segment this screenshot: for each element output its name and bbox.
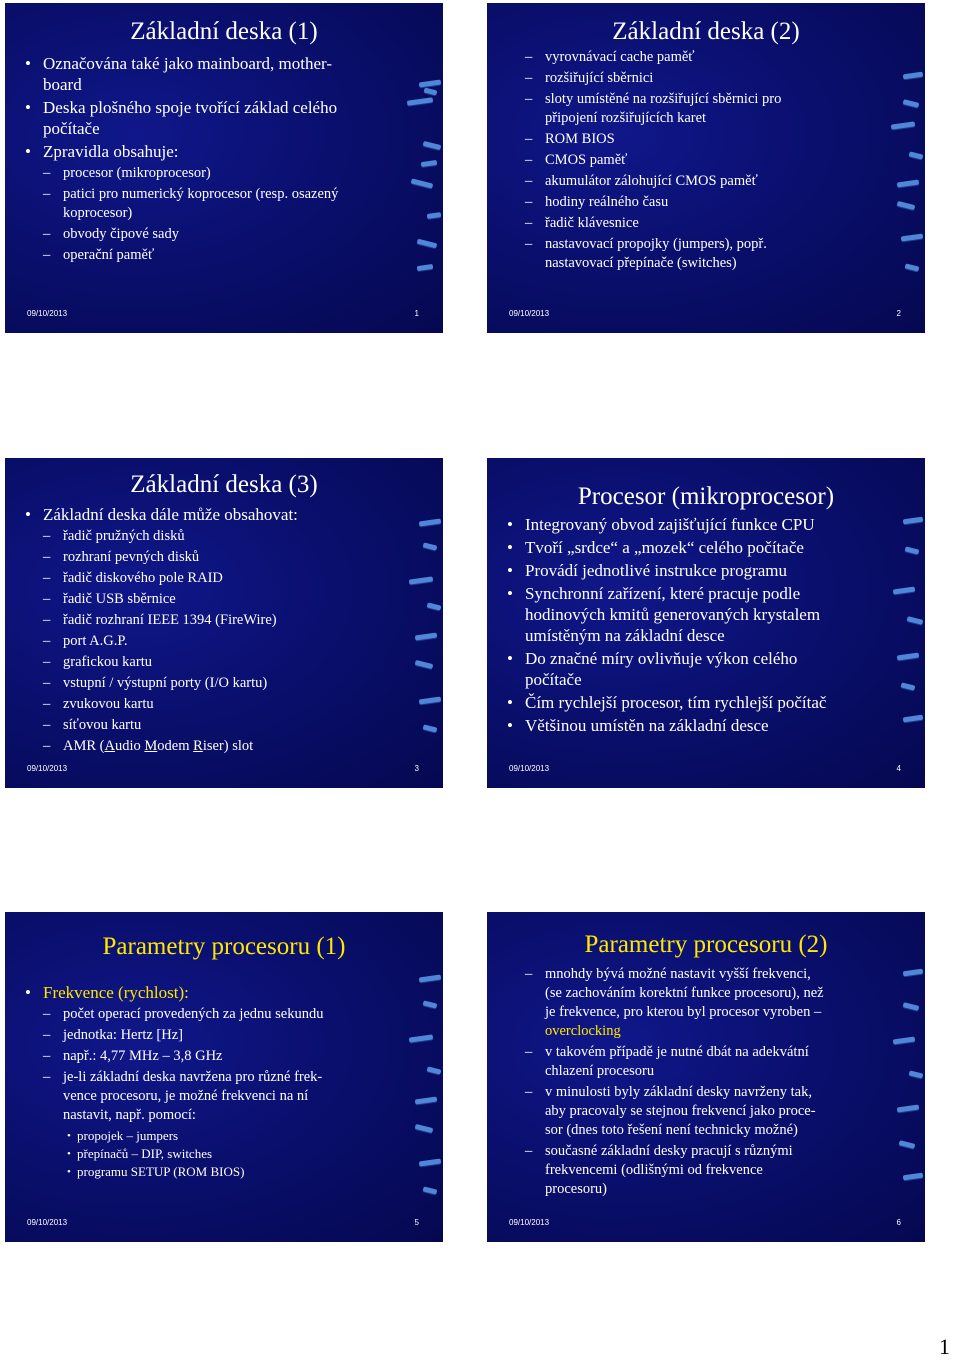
list-item [25, 527, 421, 546]
decoration-dash [909, 151, 924, 159]
page-number: 1 [939, 1334, 950, 1359]
slide-title: Základní deska (2) [612, 18, 800, 45]
list-item-text: Čím rychlejší procesor, tím rychlejší počítač [525, 693, 827, 712]
dash-icon: – [525, 1044, 533, 1060]
decoration-dash [419, 696, 441, 704]
list-item-text-amr: AMR (Audio Modem Riser) slot [63, 738, 254, 754]
list-item [25, 1087, 421, 1106]
list-item-text: Deska plošného spoje tvořící základ celého [43, 98, 338, 117]
list-item [507, 151, 903, 170]
list-item [507, 235, 903, 254]
list-item [25, 653, 421, 672]
dash-icon: – [525, 70, 533, 86]
list-item [507, 214, 903, 233]
decoration-dash [423, 724, 438, 732]
slide-body [507, 48, 903, 275]
list-item [25, 1068, 421, 1087]
decoration-dash [423, 1186, 438, 1194]
bullet-icon: • [507, 693, 513, 712]
list-item [507, 1142, 903, 1161]
list-item-text: připojení rozšiřujících karet [545, 110, 707, 126]
slide-date: 09/10/2013 [509, 764, 550, 773]
decoration-dash [903, 72, 924, 80]
list-item-text: Základní deska dále může obsahovat: [43, 505, 298, 524]
list-item-text: hodiny reálného času [545, 194, 669, 210]
dash-icon: – [43, 165, 51, 181]
slide-1 [5, 3, 443, 333]
slide-date: 09/10/2013 [27, 1218, 68, 1227]
dash-icon: – [43, 654, 51, 670]
dash-icon: – [525, 1084, 533, 1100]
slide-body [25, 53, 421, 267]
dash-icon: – [43, 247, 51, 263]
bullet-icon: • [507, 515, 513, 534]
dash-icon: – [43, 717, 51, 733]
list-item [25, 1026, 421, 1045]
bullet-icon: • [507, 716, 513, 735]
dash-icon: – [43, 1069, 51, 1085]
list-item-text: zvukovou kartu [63, 696, 154, 712]
slide-number: 6 [896, 1218, 901, 1227]
dash-icon: – [525, 91, 533, 107]
dash-icon: – [525, 49, 533, 65]
list-item [25, 185, 421, 204]
slide-body [25, 504, 421, 758]
list-item-text: jednotka: Hertz [Hz] [63, 1027, 183, 1043]
list-item-text: současné základní desky pracují s různými [545, 1143, 793, 1159]
decoration-dash [909, 1070, 924, 1078]
list-item [507, 965, 903, 984]
decoration-dash [903, 1173, 924, 1181]
dash-icon: – [43, 1048, 51, 1064]
slide-2 [487, 3, 925, 333]
list-item [507, 537, 903, 558]
list-item-text: procesoru) [545, 1181, 608, 1197]
list-item-text: vyrovnávací cache paměť [545, 49, 695, 65]
list-item [507, 583, 903, 604]
dash-icon: – [43, 675, 51, 691]
list-item-text: Frekvence (rychlost): [43, 983, 189, 1002]
list-item [25, 716, 421, 735]
bullet-icon: • [507, 584, 513, 603]
dash-icon: – [525, 173, 533, 189]
decoration-dash [427, 602, 442, 610]
slide-number: 4 [896, 764, 901, 773]
list-item-text: patici pro numerický koprocesor (resp. osazený [63, 186, 339, 202]
bullet-icon: • [25, 142, 31, 161]
dash-icon: – [525, 131, 533, 147]
list-item [507, 90, 903, 109]
decoration-dash [901, 233, 923, 241]
list-item-text: board [43, 75, 82, 94]
dash-icon: – [43, 591, 51, 607]
dash-icon: – [525, 1143, 533, 1159]
list-item [507, 560, 903, 581]
list-item [507, 1102, 903, 1121]
slide-body [507, 514, 903, 738]
list-item [25, 97, 421, 118]
list-item-text: Zpravidla obsahuje: [43, 142, 179, 161]
list-item-text: počítače [43, 119, 100, 138]
decoration-dash [905, 546, 920, 554]
list-item-text: ROM BIOS [545, 131, 615, 147]
list-item-text: rozhraní pevných disků [63, 549, 200, 565]
list-item [25, 737, 421, 756]
list-item-text: (se zachováním korektní funkce procesoru), než [545, 985, 824, 1001]
list-item-text: sor (dnes toto řešení není technicky možné) [545, 1122, 798, 1138]
decoration-dash [423, 542, 438, 550]
bullet-icon: • [67, 1166, 71, 1178]
list-item [25, 74, 421, 95]
list-item [507, 172, 903, 191]
list-item-text: obvody čipové sady [63, 226, 179, 242]
bullet-icon: • [25, 98, 31, 117]
list-item-text: počítače [525, 670, 582, 689]
slide-3 [5, 458, 443, 788]
list-item-text: akumulátor zálohující CMOS paměť [545, 173, 758, 189]
list-item-text: nastavovací propojky (jumpers), popř. [545, 236, 767, 252]
bullet-icon: • [25, 505, 31, 524]
list-item [507, 1022, 903, 1041]
slide-date: 09/10/2013 [509, 1218, 550, 1227]
decoration-dash [903, 517, 924, 525]
list-item [507, 48, 903, 67]
dash-icon: – [525, 152, 533, 168]
list-item-text: přepínačů – DIP, switches [77, 1146, 213, 1161]
list-item-text: mnohdy bývá možné nastavit vyšší frekvenci, [545, 966, 811, 982]
list-item-text: Tvoří „srdce“ a „mozek“ celého počítače [525, 538, 804, 557]
decoration-dash [903, 715, 924, 723]
dash-icon: – [43, 226, 51, 242]
list-item [507, 109, 903, 128]
list-item-text: Do značné míry ovlivňuje výkon celého [525, 649, 798, 668]
list-item-text: je-li základní deska navržena pro různé frek- [63, 1069, 323, 1085]
list-item [25, 1106, 421, 1125]
slide-date: 09/10/2013 [509, 309, 550, 318]
bullet-icon: • [507, 538, 513, 557]
list-item [25, 611, 421, 630]
slide-title: Základní deska (1) [130, 18, 318, 45]
slide-number: 5 [414, 1218, 419, 1227]
list-item [25, 982, 421, 1003]
list-item-text: počet operací provedených za jednu sekundu [63, 1006, 324, 1022]
list-item [507, 604, 903, 625]
list-item [25, 632, 421, 651]
list-item-text: hodinových kmitů generovaných krystalem [525, 605, 821, 624]
list-item-text: řadič pružných disků [63, 528, 185, 544]
list-item [25, 674, 421, 693]
list-item-text: Integrovaný obvod zajišťující funkce CPU [525, 515, 815, 534]
list-item [25, 204, 421, 223]
list-item [25, 1127, 421, 1145]
list-item [507, 130, 903, 149]
list-item-text: operační paměť [63, 247, 155, 263]
slide-6 [487, 912, 925, 1242]
slide-title: Procesor (mikroprocesor) [577, 483, 835, 510]
list-item [25, 1005, 421, 1024]
dash-icon: – [43, 738, 51, 754]
list-item [25, 1145, 421, 1163]
list-item [507, 1121, 903, 1140]
list-item [25, 225, 421, 244]
list-item [25, 695, 421, 714]
list-item [507, 1062, 903, 1081]
list-item-text: řadič klávesnice [545, 215, 639, 231]
list-item [507, 715, 903, 736]
dash-icon: – [43, 696, 51, 712]
slide-number: 1 [414, 309, 419, 318]
list-item-text: v minulosti byly základní desky navrženy tak, [545, 1084, 812, 1100]
list-item-text: procesor (mikroprocesor) [63, 165, 211, 181]
slide-date: 09/10/2013 [27, 309, 68, 318]
slide-4 [487, 458, 925, 788]
decoration-dash [903, 99, 920, 108]
list-item-text: programu SETUP (ROM BIOS) [77, 1164, 245, 1179]
list-item [25, 53, 421, 74]
decoration-dash [419, 974, 441, 982]
decoration-dash [427, 212, 442, 219]
list-item-text: je frekvence, pro kterou byl procesor vyroben – [545, 1004, 822, 1020]
list-item [507, 1180, 903, 1199]
list-item-text: vstupní / výstupní porty (I/O kartu) [63, 675, 268, 691]
dash-icon: – [525, 215, 533, 231]
bullet-icon: • [507, 649, 513, 668]
list-item-text: řadič USB sběrnice [63, 591, 176, 607]
decoration-dash [423, 141, 442, 150]
list-item-text: CMOS paměť [545, 152, 628, 168]
decoration-dash [419, 79, 441, 87]
list-item [25, 548, 421, 567]
decoration-dash [907, 616, 924, 625]
dash-icon: – [43, 186, 51, 202]
list-item [25, 590, 421, 609]
list-item [25, 1163, 421, 1181]
dash-icon: – [525, 236, 533, 252]
list-item [507, 648, 903, 669]
bullet-icon: • [507, 561, 513, 580]
list-item-text: port A.G.P. [63, 633, 128, 649]
list-item [25, 118, 421, 139]
list-item [507, 1083, 903, 1102]
list-item-text: v takovém případě je nutné dbát na adekvátní [545, 1044, 809, 1060]
dash-icon: – [43, 1027, 51, 1043]
slide-body [25, 982, 421, 1181]
list-item [507, 514, 903, 535]
decoration-dash [419, 518, 441, 526]
slide-number: 3 [414, 764, 419, 773]
list-item-text: propojek – jumpers [77, 1128, 179, 1143]
slide-5 [5, 912, 443, 1242]
decoration-dash [423, 1000, 438, 1008]
list-item-text: chlazení procesoru [545, 1063, 655, 1079]
slide-number: 2 [896, 309, 901, 318]
list-item-text: grafickou kartu [63, 654, 152, 670]
list-item-text: Většinou umístěn na základní desce [525, 716, 769, 735]
dash-icon: – [43, 549, 51, 565]
dash-icon: – [43, 570, 51, 586]
list-item [507, 1003, 903, 1022]
dash-icon: – [525, 966, 533, 982]
list-item-text: umístěným na základní desce [525, 626, 725, 645]
list-item-text: vence procesoru, je možné frekvenci na ní [63, 1088, 309, 1104]
list-item [507, 193, 903, 212]
bullet-icon: • [67, 1130, 71, 1142]
list-item-text: nastavit, např. pomocí: [63, 1107, 196, 1123]
list-item [507, 669, 903, 690]
bullet-icon: • [25, 983, 31, 1002]
dash-icon: – [43, 612, 51, 628]
decoration-dash [903, 969, 924, 977]
slide-title: Základní deska (3) [130, 471, 318, 498]
list-item [25, 504, 421, 525]
decoration-dash [421, 160, 438, 167]
list-item [25, 246, 421, 265]
list-item [25, 141, 421, 162]
list-item [507, 692, 903, 713]
list-item [25, 1047, 421, 1066]
list-item-text: Označována také jako mainboard, mother- [43, 54, 333, 73]
list-item [507, 625, 903, 646]
slide-title: Parametry procesoru (2) [584, 931, 828, 958]
decoration-dash [905, 263, 920, 271]
slide-body [507, 965, 903, 1201]
decoration-dash [424, 88, 438, 96]
list-item-text: rozšiřující sběrnici [545, 70, 654, 86]
list-item-text: řadič rozhraní IEEE 1394 (FireWire) [63, 612, 277, 628]
list-item-text: overclocking [545, 1023, 621, 1039]
list-item [507, 984, 903, 1003]
list-item [25, 164, 421, 183]
list-item-text: síťovou kartu [63, 717, 142, 733]
list-item-text: koprocesor) [63, 205, 133, 221]
decoration-dash [419, 1158, 441, 1166]
list-item-text: Synchronní zařízení, které pracuje podle [525, 584, 801, 603]
slide-date: 09/10/2013 [27, 764, 68, 773]
list-item-text: aby pracovaly se stejnou frekvencí jako proce- [545, 1103, 816, 1119]
bullet-icon: • [67, 1148, 71, 1160]
list-item [25, 569, 421, 588]
dash-icon: – [43, 633, 51, 649]
list-item-text: řadič diskového pole RAID [63, 570, 223, 586]
bullet-icon: • [25, 54, 31, 73]
dash-icon: – [525, 194, 533, 210]
list-item [507, 254, 903, 273]
decoration-dash [427, 1066, 442, 1074]
list-item-text: Provádí jednotlivé instrukce programu [525, 561, 788, 580]
decoration-dash [903, 1002, 920, 1011]
list-item-text: sloty umístěné na rozšiřující sběrnici pro [545, 91, 782, 107]
list-item [507, 1161, 903, 1180]
dash-icon: – [43, 528, 51, 544]
list-item [507, 69, 903, 88]
dash-icon: – [43, 1006, 51, 1022]
list-item-text: např.: 4,77 MHz – 3,8 GHz [63, 1048, 223, 1064]
list-item-text: nastavovací přepínače (switches) [545, 255, 737, 271]
list-item-text: frekvencemi (odlišnými od frekvence [545, 1162, 763, 1178]
list-item [507, 1043, 903, 1062]
slide-title: Parametry procesoru (1) [102, 933, 346, 960]
